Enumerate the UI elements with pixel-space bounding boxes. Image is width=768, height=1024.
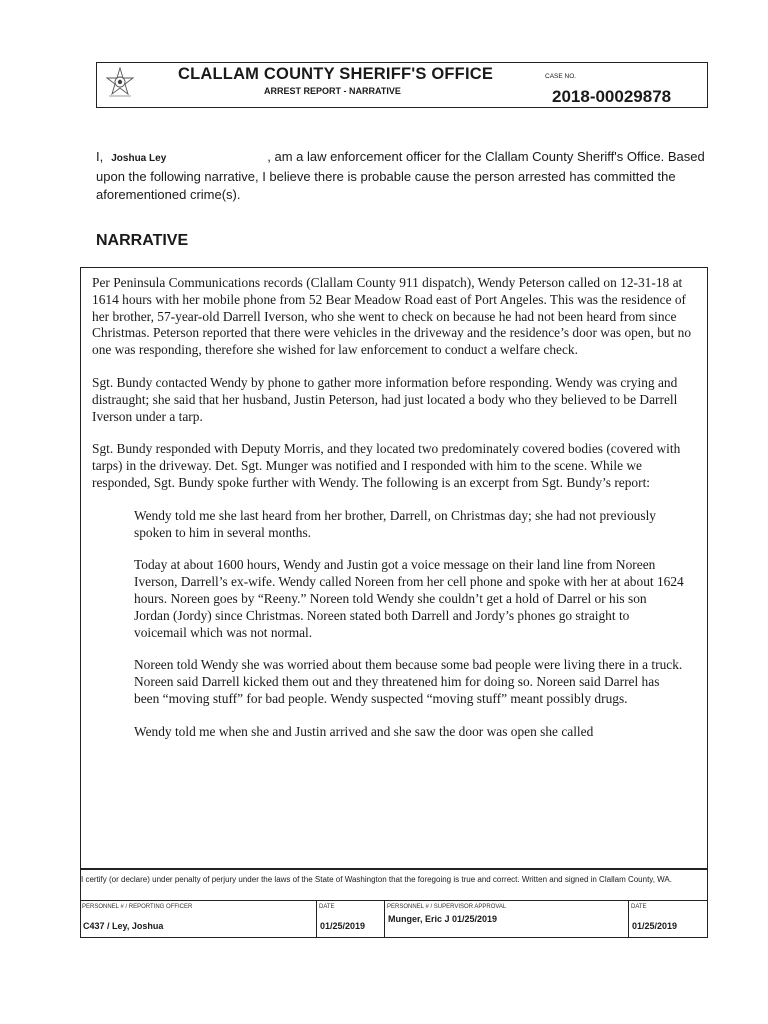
approval-date-value: 01/25/2019 — [632, 921, 678, 931]
excerpt-paragraph: Noreen told Wendy she was worried about them because some bad people were living there in a truck. Noreen said Darrell kicked them out and they threatened him for doing so. Noreen said Darrel has been “moving stuff” for bad people. Wendy suspected “moving stuff” meant possibly drugs. — [134, 657, 683, 706]
excerpt-paragraph: Wendy told me when she and Justin arrived and she saw the door was open she called — [134, 723, 594, 739]
certification-statement: I certify (or declare) under penalty of perjury under the laws of the State of Washington that the foregoing is true and correct. Written and signed in Clallam County, WA. — [81, 875, 672, 884]
reporting-officer-value: C437 / Ley, Joshua — [83, 921, 164, 931]
approval-date-label: DATE — [631, 904, 647, 910]
narrative-paragraph: Sgt. Bundy contacted Wendy by phone to gather more information before responding. Wendy was crying and distraught; she said that her husband, Justin Peterson, had just located a body who they believed to be Darrell Iverson under a tarp. — [92, 374, 678, 424]
case-number-label: CASE NO. — [545, 73, 577, 80]
date-value: 01/25/2019 — [320, 921, 366, 931]
supervisor-label: PERSONNEL # / SUPERVISOR APPROVAL — [387, 904, 507, 910]
date-label: DATE — [319, 904, 335, 910]
officer-statement — [96, 148, 706, 204]
reporting-officer-label: PERSONNEL # / REPORTING OFFICER — [82, 904, 193, 910]
supervisor-cell — [384, 901, 629, 937]
signature-table — [80, 900, 708, 937]
statement-prefix: I, — [96, 149, 104, 164]
case-number: 2018-00029878 — [552, 87, 672, 106]
date-cell — [316, 901, 385, 937]
narrative-heading: NARRATIVE — [96, 232, 189, 249]
officer-name: Joshua Ley — [111, 153, 167, 164]
narrative-body — [92, 275, 692, 757]
excerpt-paragraph: Today at about 1600 hours, Wendy and Justin got a voice message on their land line from Noreen Iverson, Darrell’s ex-wife. Wendy called Noreen from her cell phone and spoke with her at about 1624 hours. Noreen goes by “Reeny.” Noreen told Wendy she couldn’t get a hold of Darrel or his son Jordan (Jordy) since Christmas. Noreen stated both Darrell and Jordy’s phones go straight to voicemail which was not normal. — [134, 557, 684, 640]
approval-date-cell — [628, 901, 707, 937]
reporting-officer-cell — [80, 901, 316, 937]
narrative-paragraph: Sgt. Bundy responded with Deputy Morris, and they located two predominately covered bodies (covered with tarps) in the driveway. Det. Sgt. Munger was notified and I responded with him to the scene. While we responded, Sgt. Bundy spoke further with Wendy. The following is an excerpt from Sgt. Bundy’s report: — [92, 441, 681, 490]
narrative-paragraph: Per Peninsula Communications records (Clallam County 911 dispatch), Wendy Peterson called on 12-31-18 at 1614 hours with her mobile phone from 52 Bear Meadow Road east of Port Angeles. This was the residence of her brother, 57-year-old Darrell Iverson, who she went to check on because he had not been heard from since Christmas. Peterson reported that there were vehicles in the driveway and the residence’s door was open, but no one was responding, therefore she wished for law enforcement to conduct a welfare check. — [92, 275, 692, 358]
excerpt-paragraph: Wendy told me she last heard from her brother, Darrell, on Christmas day; she had not previously spoken to him in several months. — [134, 507, 656, 540]
sheriff-star-seal-icon — [103, 66, 137, 100]
agency-title: CLALLAM COUNTY SHERIFF'S OFFICE — [178, 65, 494, 83]
statement-text: , am a law enforcement officer for the Clallam County Sheriff's Office. Based upon the following narrative, I believe there is probable cause the person arrested has committed the aforementioned crime(s). — [96, 149, 705, 202]
report-type: ARREST REPORT - NARRATIVE — [264, 86, 401, 96]
supervisor-value: Munger, Eric J 01/25/2019 — [388, 914, 498, 924]
